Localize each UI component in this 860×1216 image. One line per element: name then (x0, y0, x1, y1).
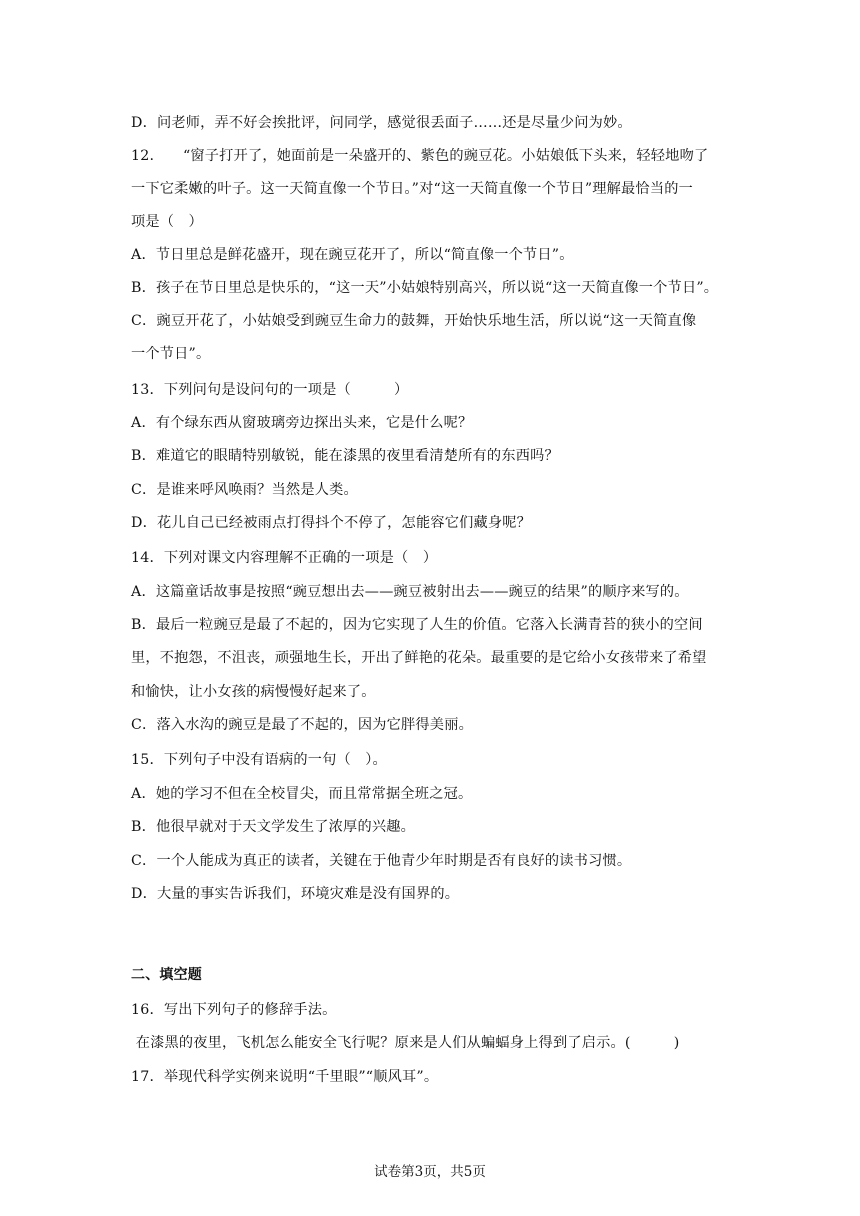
q12-stem-line-1: 12. “窗子打开了，她面前是一朵盛开的、紫色的豌豆花。小姑娘低下头来，轻轻地吻了 (131, 148, 709, 164)
q12-stem-line-3: 项是（ ） (131, 214, 203, 230)
q14-option-b-line-1: B．最后一粒豌豆是最了不起的，因为它实现了人生的价值。它落入长满青苔的狭小的空间 (131, 617, 703, 633)
q13-option-c: C．是谁来呼风唤雨？当然是人类。 (131, 482, 358, 498)
q11-option-d: D．问老师，弄不好会挨批评，问同学，感觉很丢面子……还是尽量少问为妙。 (131, 115, 632, 131)
q15-option-a: A．她的学习不但在全校冒尖，而且常常据全班之冠。 (131, 786, 473, 802)
q13-stem: 13．下列问句是设问句的一项是（ ） (131, 382, 409, 398)
q17-stem: 17．举现代科学实例来说明“千里眼”“顺风耳”。 (131, 1069, 439, 1085)
q13-option-b: B．难道它的眼睛特别敏锐，能在漆黑的夜里看清楚所有的东西吗？ (131, 448, 559, 464)
q14-option-c: C．落入水沟的豌豆是最了不起的，因为它胖得美丽。 (131, 717, 473, 733)
q13-option-a: A．有个绿东西从窗玻璃旁边探出头来，它是什么呢？ (131, 415, 473, 431)
q15-stem: 15．下列句子中没有语病的一句（ ）。 (131, 752, 387, 768)
q15-option-c: C．一个人能成为真正的读者，关键在于他青少年时期是否有良好的读书习惯。 (131, 853, 632, 869)
q14-option-b-line-2: 里，不抱怨，不沮丧，顽强地生长，开出了鲜艳的花朵。最重要的是它给小女孩带来了希望 (131, 650, 707, 666)
q15-option-d: D．大量的事实告诉我们，环境灾难是没有国界的。 (131, 886, 460, 902)
q15-option-b: B．他很早就对于天文学发生了浓厚的兴趣。 (131, 819, 415, 835)
section-heading: 二、填空题 (131, 967, 202, 983)
q16-sentence: 在漆黑的夜里，飞机怎么能安全飞行呢？原来是人们从蝙蝠身上得到了启示。( ) (131, 1035, 680, 1051)
page-footer: 试卷第3页，共5页 (374, 1164, 486, 1180)
q16-stem: 16．写出下列句子的修辞手法。 (131, 1002, 337, 1018)
q14-option-a: A．这篇童话故事是按照“豌豆想出去——豌豆被射出去——豌豆的结果”的顺序来写的。 (131, 584, 689, 600)
q12-option-a: A．节日里总是鲜花盛开，现在豌豆花开了，所以“简直像一个节日”。 (131, 247, 574, 263)
q12-option-c-line-2: 一个节日”。 (131, 346, 211, 362)
q12-stem-line-2: 一下它柔嫩的叶子。这一天简直像一个节日。”对“这一天简直像一个节日”理解最恰当的一 (131, 181, 693, 197)
q12-option-b: B．孩子在节日里总是快乐的，“这一天”小姑娘特别高兴，所以说“这一天简直像一个节日”。 (131, 280, 719, 296)
q12-option-c-line-1: C．豌豆开花了，小姑娘受到豌豆生命力的鼓舞，开始快乐地生活，所以说“这一天简直像 (131, 313, 697, 329)
q14-option-b-line-3: 和愉快，让小女孩的病慢慢好起来了。 (131, 684, 376, 700)
q14-stem: 14．下列对课文内容理解不正确的一项是（ ） (131, 550, 438, 566)
q13-option-d: D．花儿自己已经被雨点打得抖个不停了，怎能容它们藏身呢？ (131, 515, 532, 531)
